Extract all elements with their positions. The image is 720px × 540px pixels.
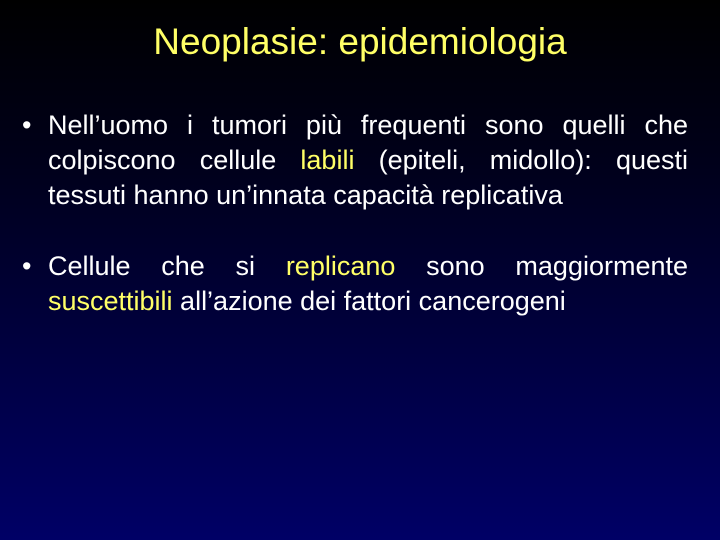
bullet-icon: • (22, 251, 32, 281)
bullet-text-part: (epiteli, midollo): questi tessuti hanno un’innata capacità replicativa (48, 145, 689, 210)
highlighted-term: labili (300, 145, 355, 175)
bullet-text-part: Nell’uomo i tumori più frequenti sono quelli che colpiscono cellule (48, 110, 688, 175)
bullet-list (22, 108, 688, 355)
bullet-icon: • (22, 110, 32, 140)
slide-title: Neoplasie: epidemiologia (153, 21, 567, 62)
bullet-text-part: sono maggiormente (395, 251, 689, 281)
bullet-text-part: all’azione dei fattori cancerogeni (172, 286, 566, 316)
highlighted-term: replicano (285, 251, 396, 281)
bullet-text-part: Cellule che si (48, 251, 286, 281)
bullet-item (22, 108, 688, 213)
highlighted-term: suscettibili (48, 286, 173, 316)
bullet-item (22, 249, 688, 319)
